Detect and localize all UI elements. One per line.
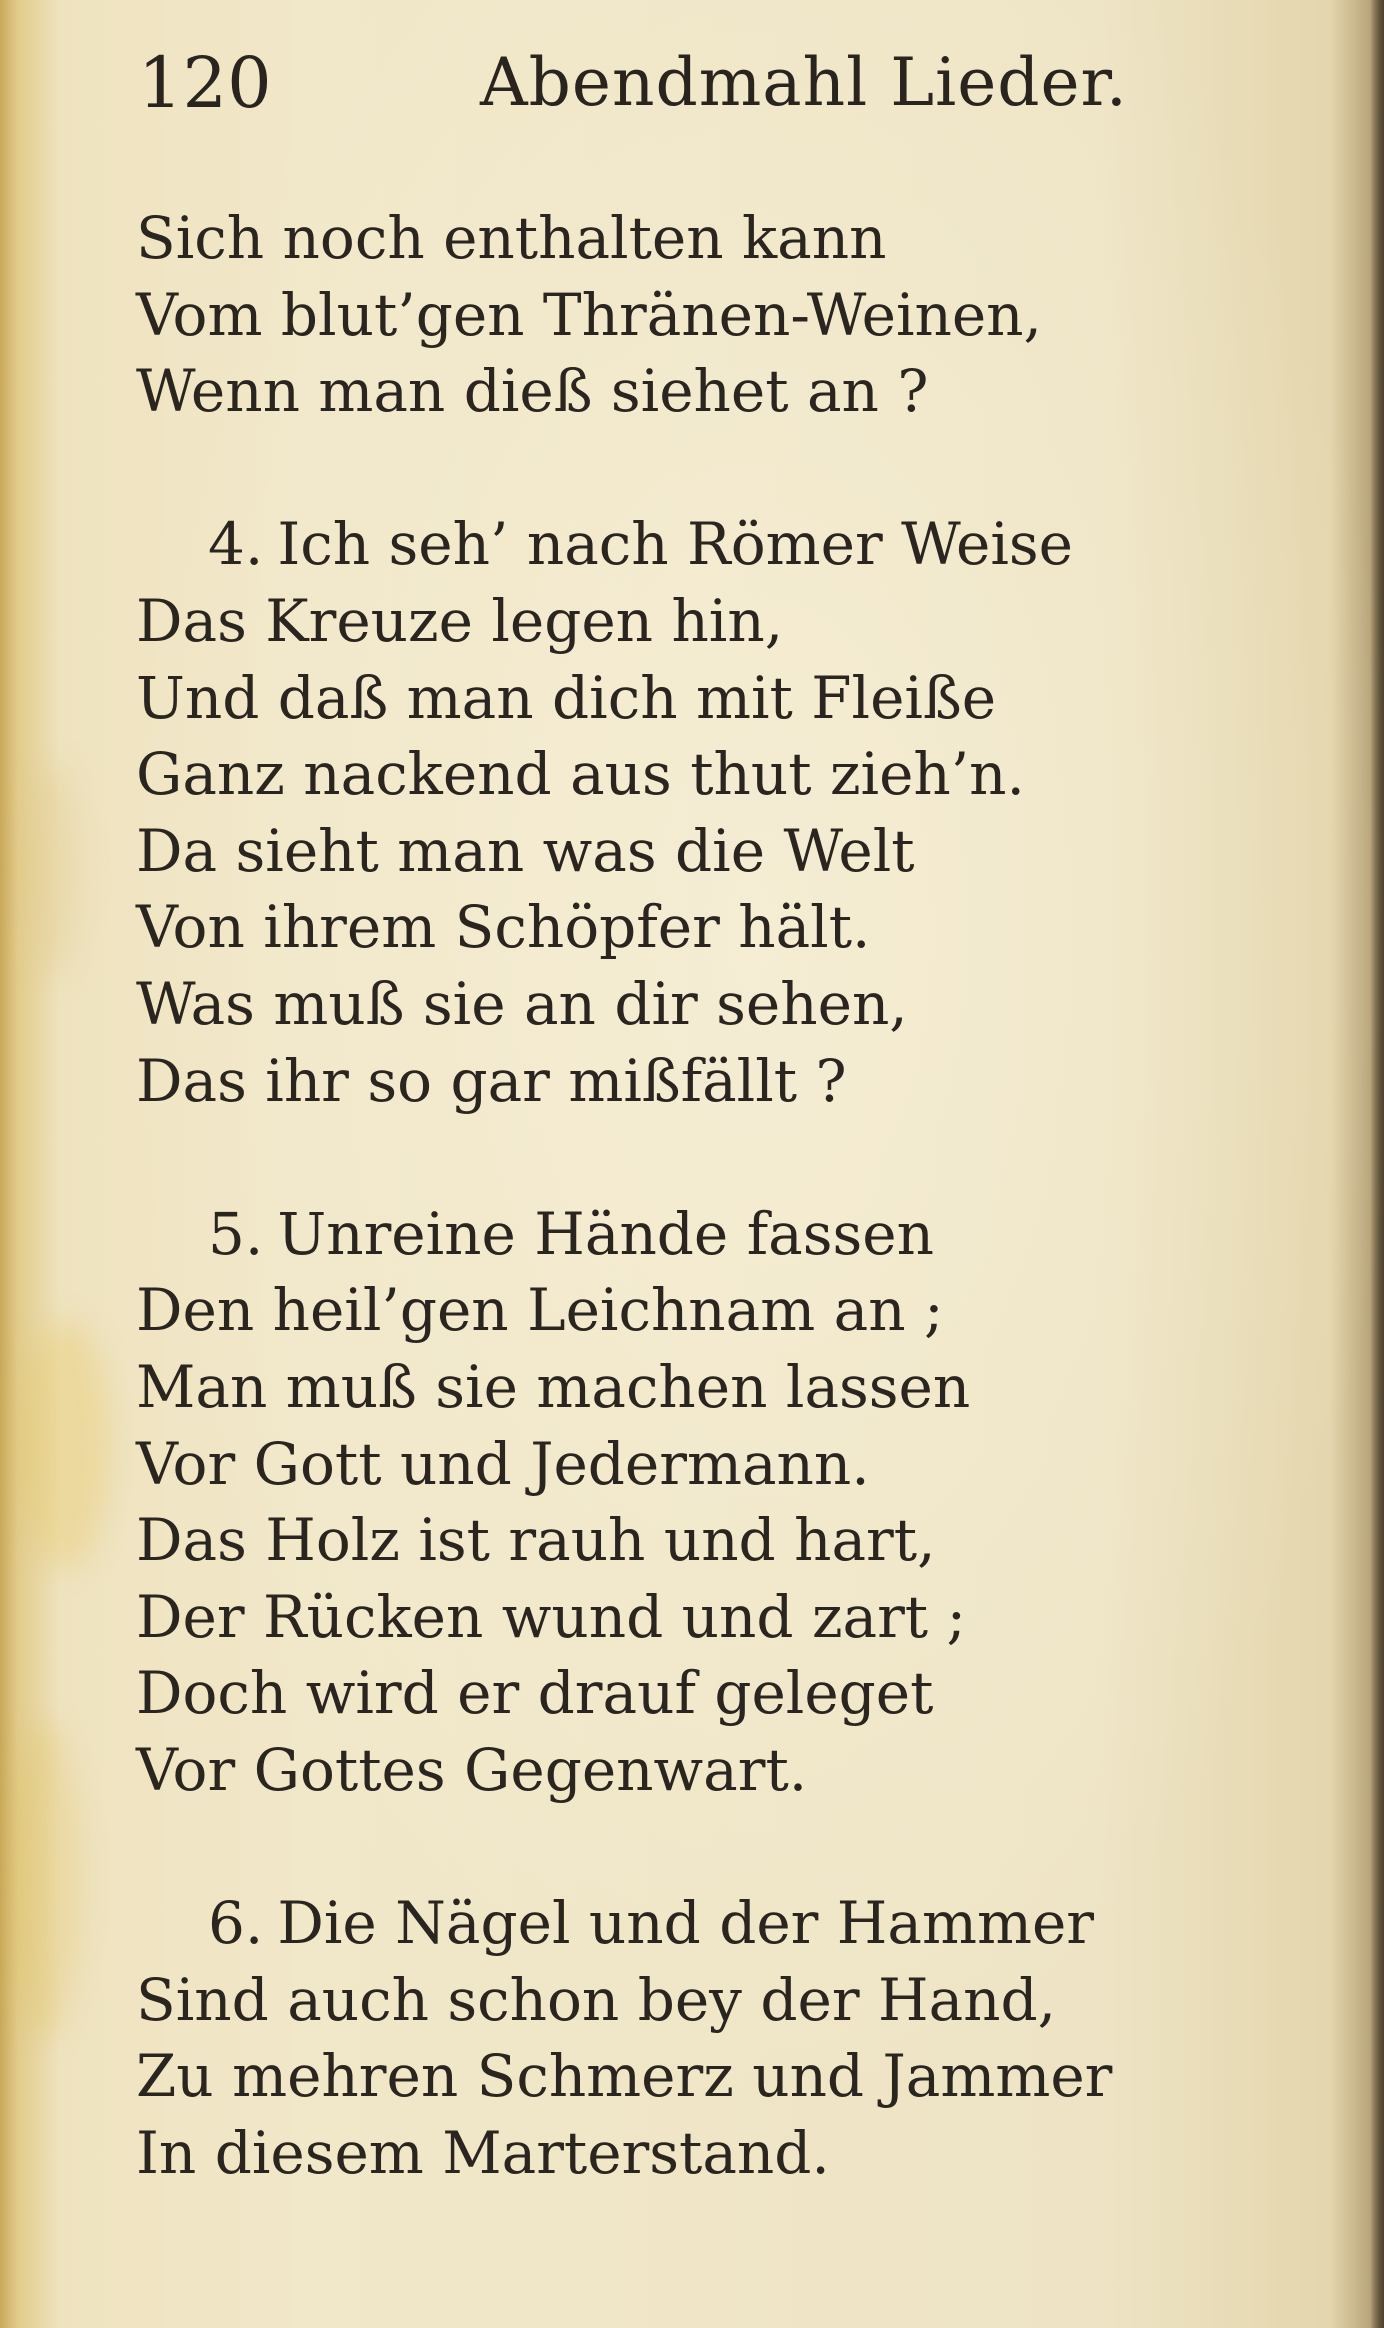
page-header [0,38,1384,128]
verse-line: Was muß sie an dir sehen, [136,969,908,1038]
verse-line: Das Holz ist rauh und hart, [136,1506,936,1575]
verse-line: Der Rücken wund und zart ; [136,1582,967,1651]
verse-line: Sich noch enthalten kann [136,204,887,272]
verse-line: Vom blut’gen Thränen-Weinen, [136,280,1042,349]
hymn-text [136,200,1136,2191]
page-edge-shadow [1370,0,1384,2328]
stanza-number: 5. [208,1199,264,1268]
water-stain [30,760,80,980]
stanza-first-line [136,1885,1136,1962]
stanza-number: 4. [208,510,264,579]
stanza-4 [136,506,1136,1119]
stanza-first-line [136,1196,1136,1273]
verse-line: Von ihrem Schöpfer hält. [136,893,871,962]
verse-line: Sind auch schon bey der Hand, [136,1965,1057,2034]
running-title: Abendmahl Lieder. [480,44,1128,121]
water-stain [20,1320,110,1570]
verse-line: Wenn man dieß siehet an ? [136,357,929,426]
verse-line: Ich seh’ nach Römer Weise [277,510,1073,579]
stanza-continued [136,200,1136,430]
verse-line: Vor Gott und Jedermann. [136,1429,870,1498]
water-stain [10,1720,80,2040]
verse-line: Unreine Hände fassen [277,1199,934,1268]
page-number: 120 [138,42,272,124]
stanza-6 [136,1885,1136,2191]
stanza-first-line [136,506,1136,583]
stanza-5 [136,1196,1136,1809]
stanza-number: 6. [208,1889,264,1958]
verse-line: In diesem Marterstand. [136,2118,830,2187]
verse-line: Vor Gottes Gegenwart. [136,1735,808,1804]
verse-line: Man muß sie machen lassen [136,1352,971,1421]
verse-line: Den heil’gen Leichnam an ; [136,1276,944,1345]
verse-line: Doch wird er drauf geleget [136,1659,934,1728]
verse-line: Das ihr so gar mißfällt ? [136,1046,847,1115]
verse-line: Und daß man dich mit Fleiße [136,663,997,732]
verse-line: Da sieht man was die Welt [136,816,915,885]
verse-line: Die Nägel und der Hammer [277,1889,1095,1958]
verse-line: Das Kreuze legen hin, [136,586,784,655]
verse-line: Ganz nackend aus thut zieh’n. [136,740,1025,809]
verse-line: Zu mehren Schmerz und Jammer [136,2042,1113,2111]
